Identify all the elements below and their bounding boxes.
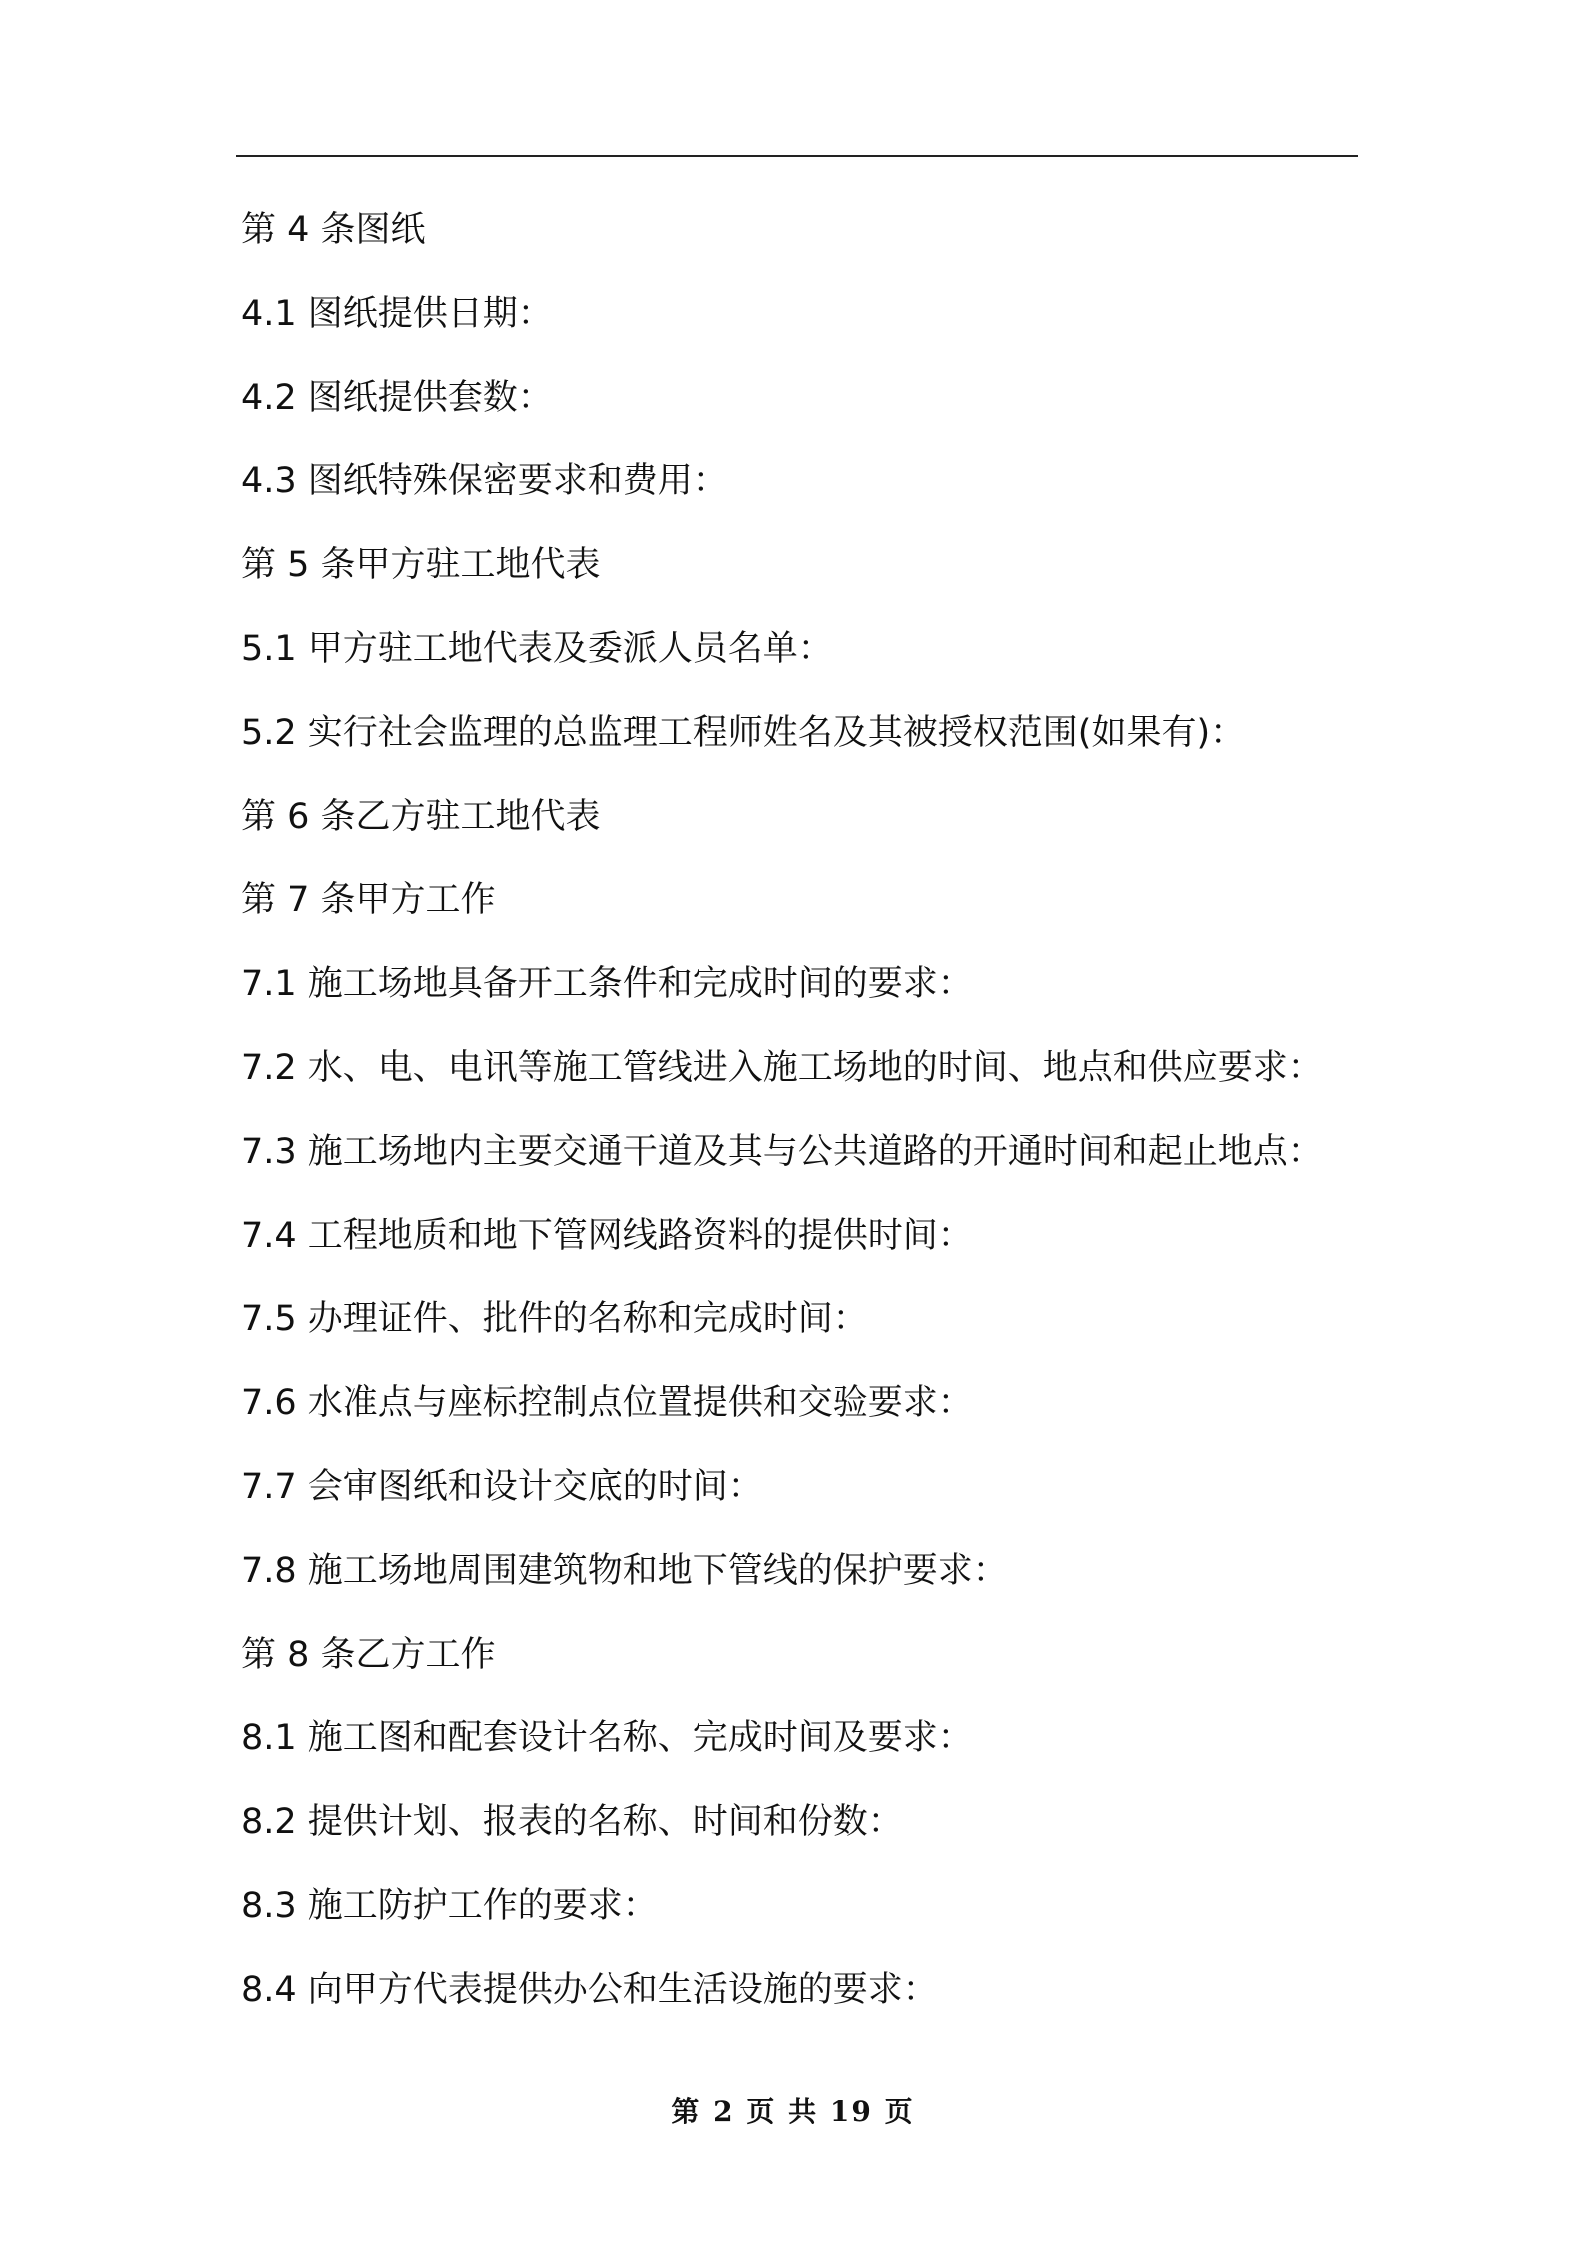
- section-heading: 第 4 条图纸: [241, 210, 426, 250]
- section-heading: 第 5 条甲方驻工地代表: [241, 545, 601, 586]
- section-heading: 第 7 条甲方工作: [241, 880, 496, 921]
- clause-item: 7.2 水、电、电讯等施工管线进入施工场地的时间、地点和供应要求：: [241, 1047, 1323, 1088]
- clause-item: 4.2 图纸提供套数：: [241, 377, 553, 418]
- clause-item: 7.4 工程地质和地下管网线路资料的提供时间：: [241, 1215, 973, 1256]
- clause-item: 7.6 水准点与座标控制点位置提供和交验要求：: [241, 1383, 973, 1424]
- header-divider: [236, 155, 1358, 157]
- clause-item: 8.1 施工图和配套设计名称、完成时间及要求：: [241, 1718, 973, 1759]
- clause-item: 7.8 施工场地周围建筑物和地下管线的保护要求：: [241, 1550, 1008, 1591]
- section-heading: 第 6 条乙方驻工地代表: [241, 796, 601, 837]
- clause-item: 4.1 图纸提供日期：: [241, 293, 553, 334]
- clause-item: 4.3 图纸特殊保密要求和费用：: [241, 461, 728, 502]
- clause-item: 8.3 施工防护工作的要求：: [241, 1885, 658, 1926]
- clause-item: 7.3 施工场地内主要交通干道及其与公共道路的开通时间和起止地点：: [241, 1131, 1323, 1172]
- document-body: [241, 198, 1371, 2042]
- section-heading: 第 8 条乙方工作: [241, 1634, 496, 1675]
- clause-item: 8.2 提供计划、报表的名称、时间和份数：: [241, 1802, 903, 1843]
- clause-item: 8.4 向甲方代表提供办公和生活设施的要求：: [241, 1969, 938, 2010]
- clause-item: 5.2 实行社会监理的总监理工程师姓名及其被授权范围(如果有)：: [241, 712, 1246, 753]
- clause-item: 7.7 会审图纸和设计交底的时间：: [241, 1466, 763, 1507]
- clause-item: 7.1 施工场地具备开工条件和完成时间的要求：: [241, 964, 973, 1005]
- clause-item: 7.5 办理证件、批件的名称和完成时间：: [241, 1299, 868, 1340]
- clause-item: 5.1 甲方驻工地代表及委派人员名单：: [241, 628, 833, 669]
- page-number: 第 2 页 共 19 页: [671, 2095, 915, 2128]
